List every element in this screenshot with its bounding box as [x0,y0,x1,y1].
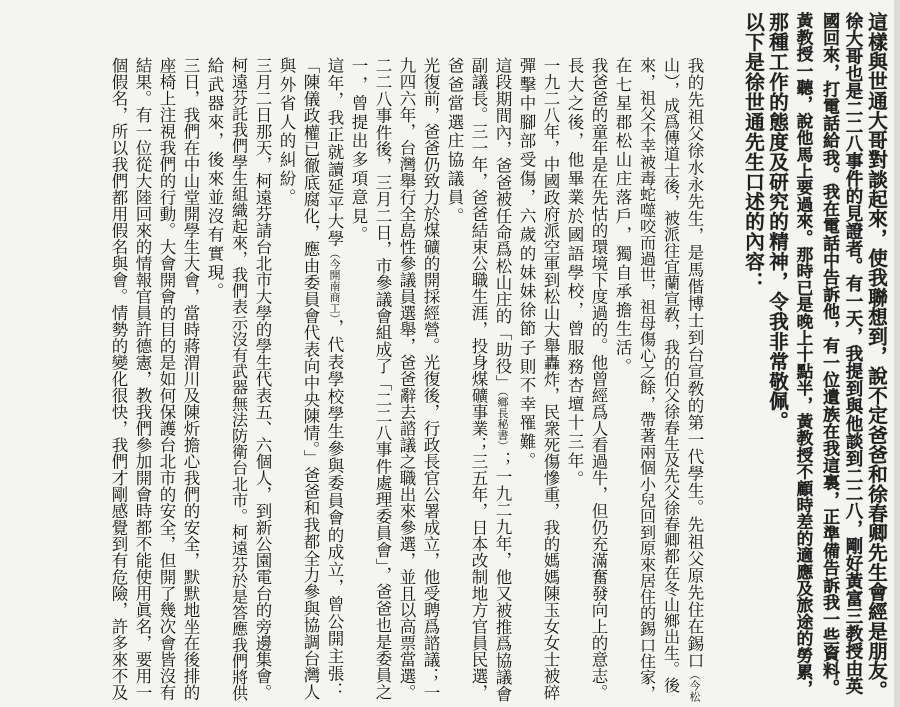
body-line-24: 結果。有一位從大陸回來的情報官員許德憲，教我們參加開會時都不能使用眞名，要用一 [133,57,152,701]
body-line-1-text: 我的先祖父徐水永先生，是馬偕博士到台宣敎的第一代學生。先祖父原先住在錫口 [685,57,704,669]
body-line-21: 給武器來，後來並沒有實現。 [205,57,224,302]
body-line-15: 一，曾提出多項意見。 [349,57,368,245]
page-edge [894,0,900,707]
intro-line-2: 徐大哥也是二二八事件的見證者。有一天，我提到與他談到二二八，剛好黃富三教授由英 [843,12,863,695]
body-note-secretary: （鄉長秘書） [496,391,509,452]
body-line-18: 與外省人的糾紛。 [277,57,296,208]
body-line-7: 一九二八年，中國政府派空軍到松山大舉轟炸，民衆死傷慘重，我的媽媽陳玉女女士被碎 [541,57,560,701]
body-note-kainan: （今開南商工） [328,247,341,319]
intro-line-3: 國回來，打電話給我。我在電話中告訴他，有一位遺族在我這裏，正準備告訴我一些資料。 [819,12,839,696]
body-line-8: 彈擊中腳部受傷，六歲的妹妹徐節子則不幸罹難。 [517,57,536,471]
body-line-11: 爸爸當選庄協議員。 [445,57,464,227]
body-line-3: 來，祖父不幸被毒蛇噬咬而過世，祖母傷心之餘，帶著兩個小兒回到原來居住的錫口住家， [637,57,656,701]
body-line-12: 光復前，爸爸仍致力於煤礦的開採經營。光復後，行政長官公署成立，他受聘爲諮議；一 [421,57,440,701]
body-line-22: 三日，我們在中山堂開學生大會，當時蔣渭川及陳炘擔心我們的安全，默默地坐在後排的 [181,57,200,701]
body-line-13: 九四六年，台灣舉行全島性參議員選舉，爸爸辭去諮議之職出來參選，並且以高票當選。 [397,57,416,701]
body-line-10: 副議長。三一年，爸爸結束公職生涯，投身煤礦事業；三五年，日本改制地方官員民選， [469,57,488,701]
body-line-16-tail: ，代表學校學生參與委員會的成立，曾公開主張： [325,318,344,700]
body-line-6: 長大之後，他畢業於國語學校，曾服務杏壇十三年。 [565,57,584,490]
body-line-17: 「陳儀政權已徹底腐化，應由委員會代表向中央陳情。」爸爸和我都全力參與協調台灣人 [301,57,320,701]
intro-line-5: 那種工作的態度及研究的精神，令我非常敬佩。 [766,12,789,431]
body-line-20: 柯遠芬託我們學生組織起來，我們表示沒有武器無法防衛台北市。柯遠芬於是答應我們將供 [229,57,248,701]
body-line-16-text: 這年，我正就讀延平大學 [325,57,344,248]
body-line-9-text: 這段期間內，爸爸被任命爲松山庄的「助役」 [493,57,512,391]
body-line-4: 在七星郡松山庄落戶，獨自承擔生活。 [613,57,632,377]
body-line-5: 我爸爸的童年是在先怙的環境下度過的。他曾經爲人看過牛，但仍充滿奮發向上的意志。 [589,57,608,701]
body-line-1 [686,57,703,702]
body-line-25: 個假名，所以我們都用假名與會。情勢的變化很快，我們才剛感覺到有危險，許多來不及 [109,57,128,701]
body-note-songshan: （今松 [688,669,701,702]
intro-line-4: 黃教授一聽，說他馬上要過來。那時已是晚上十點半，黃教授不顧時差的適應及旅途的勞累， [794,12,814,697]
body-line-23: 座椅上注視我們的行動。大會開會的目的是如何保護台北市的安全，但開了幾次會皆沒有 [157,57,176,701]
body-line-9 [494,57,511,702]
body-line-9-tail: ；一九二九年，他又被推爲協議會 [493,451,512,702]
body-line-19: 三月二日那天，柯遠芬請台北市大學的學生代表五、六個人，到新公園電台的旁邊集會。 [253,57,272,701]
body-line-2: 山），成爲傳道士後，被派往宜蘭宣敎，我的伯父徐春生及先父徐春卿都在冬山鄉出生。後 [661,57,680,693]
intro-line-6: 以下是徐世通先生口述的內容： [742,12,765,292]
intro-line-1: 這樣與世通大哥對談起來，使我聯想到，說不定爸爸和徐春卿先生會經是朋友。 [865,12,888,700]
body-line-14: 二二八事件後，三月二日，市參議會組成了「二二八事件處理委員會」，爸爸也是委員之 [373,57,392,701]
body-line-16 [326,57,343,699]
